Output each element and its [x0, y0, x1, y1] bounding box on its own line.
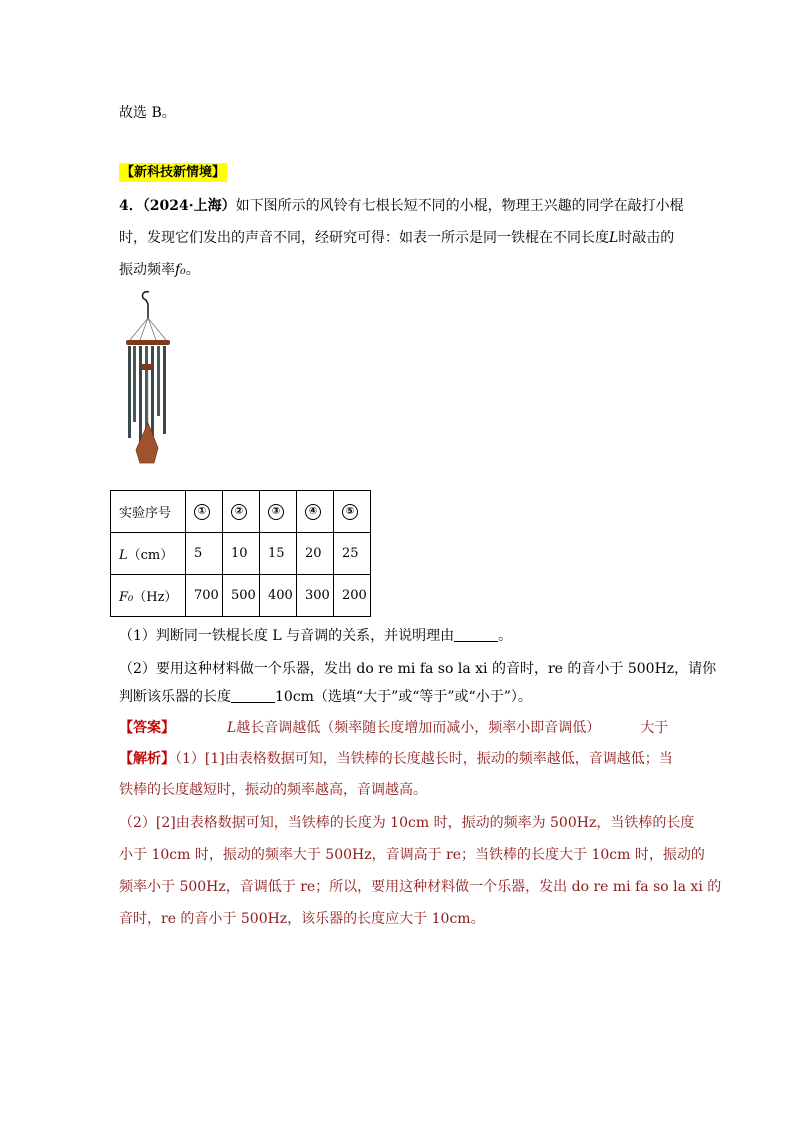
table-header-cell: L（cm） — [111, 533, 186, 575]
analysis-line-5: 频率小于 500Hz，音调低于 re；所以，要用这种材料做一个乐器，发出 do re mi fa so la xi 的 — [119, 879, 722, 895]
section-tag: 【新科技新情境】 — [121, 165, 226, 180]
analysis-line-1: 【解析】（1）[1]由表格数据可知，当铁棒的长度越长时，振动的频率越低，音调越低；当 — [119, 751, 673, 767]
table-header-cell: F₀（Hz） — [111, 575, 186, 617]
table-cell: ③ — [260, 491, 297, 533]
table-cell: 500 — [223, 575, 260, 617]
table-cell: 20 — [297, 533, 334, 575]
table-cell: ① — [186, 491, 223, 533]
table-cell: ④ — [297, 491, 334, 533]
answer-line: 【答案】 L越长音调越低（频率随长度增加而减小，频率小即音调低） 大于 — [119, 720, 669, 736]
table-cell: 15 — [260, 533, 297, 575]
question-source: （2024·上海） — [142, 198, 236, 214]
subquestion-1: （1）判断同一铁棍长度 L 与音调的关系，并说明理由 。 — [119, 628, 513, 644]
table-cell: ② — [223, 491, 260, 533]
question-text-1: 如下图所示的风铃有七根长短不同的小棍，物理王兴趣的同学在敲打小棍 — [235, 198, 684, 214]
answer-blank — [454, 627, 498, 642]
analysis-line-6: 音时，re 的音小于 500Hz，该乐器的长度应大于 10cm。 — [119, 911, 485, 927]
table-cell: 25 — [334, 533, 371, 575]
subquestion-2-line-2: 判断该乐器的长度 10cm（选填“大于”或“等于”或“小于”）。 — [119, 689, 532, 705]
table-row — [111, 575, 371, 617]
wind-chime-image — [118, 288, 178, 480]
question-number: 4． — [119, 198, 143, 214]
table-row — [111, 533, 371, 575]
table-cell: 700 — [186, 575, 223, 617]
answer-text-1: 越长音调越低（频率随长度增加而减小，频率小即音调低） — [236, 720, 601, 736]
table-cell: 200 — [334, 575, 371, 617]
table-header-cell: 实验序号 — [111, 491, 186, 533]
data-table — [110, 490, 371, 617]
analysis-line-4: 小于 10cm 时，振动的频率大于 500Hz，音调高于 re；当铁棒的长度大于 10cm 时，振动的 — [119, 847, 705, 863]
var-f0: f₀ — [175, 262, 186, 278]
subquestion-2-line-1: （2）要用这种材料做一个乐器，发出 do re mi fa so la xi 的音时，re 的音小于 500Hz，请你 — [119, 661, 717, 677]
answer-blank — [231, 688, 275, 703]
table-cell: 300 — [297, 575, 334, 617]
analysis-line-2: 铁棒的长度越短时，振动的频率越高，音调越高。 — [119, 782, 427, 798]
question-line-2: 时，发现它们发出的声音不同，经研究可得：如表一所示是同一铁棍在不同长度L时敲击的 — [119, 230, 675, 246]
table-cell: ⑤ — [334, 491, 371, 533]
answer-text-2: 大于 — [640, 720, 669, 736]
analysis-label: 【解析】 — [119, 751, 175, 767]
analysis-line-3: （2）[2]由表格数据可知，当铁棒的长度为 10cm 时，振动的频率为 500Hz，当铁棒的长度 — [119, 815, 695, 831]
previous-answer-line: 故选 B。 — [119, 105, 176, 121]
answer-label: 【答案】 — [119, 720, 175, 736]
question-line-1 — [119, 196, 684, 216]
table-cell: 10 — [223, 533, 260, 575]
question-line-3: 振动频率f₀。 — [119, 262, 200, 278]
var-L: L — [609, 230, 619, 246]
table-row — [111, 491, 371, 533]
table-cell: 5 — [186, 533, 223, 575]
table-cell: 400 — [260, 575, 297, 617]
